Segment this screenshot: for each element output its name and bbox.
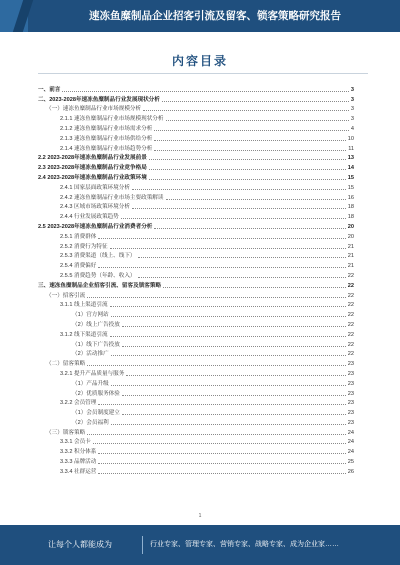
toc-entry-page: 23 [347,419,354,426]
toc-leader-dots [110,248,346,249]
toc-entry-page: 15 [347,174,354,181]
toc-entry[interactable] [38,260,354,270]
toc-entry-label: 3.1.1 线上渠道引流 [60,302,108,309]
toc-leader-dots [110,336,346,337]
toc-leader-dots [98,473,345,474]
toc-entry-page: 23 [347,400,354,407]
toc-entry-page: 3 [350,96,354,103]
toc-entry[interactable] [38,153,354,163]
toc-leader-dots [98,404,345,405]
toc-entry-page: 22 [347,292,354,299]
toc-entry[interactable] [38,143,354,153]
toc-entry[interactable] [38,319,354,329]
toc-leader-dots [111,355,346,356]
toc-entry-page: 20 [347,233,354,240]
toc-leader-dots [98,463,345,464]
toc-entry-page: 3 [350,106,354,113]
toc-entry-page: 23 [347,380,354,387]
toc-entry-page: 24 [347,429,354,436]
toc-leader-dots [162,101,349,102]
toc-entry-label: （1）会员制度建立 [72,410,120,417]
toc-leader-dots [111,316,346,317]
toc-entry[interactable] [38,162,354,172]
toc-leader-dots [149,159,346,160]
toc-heading: 内容目录 [171,54,228,68]
toc-entry[interactable] [38,231,354,241]
toc-entry-label: 一、前言 [38,86,61,93]
toc-entry[interactable] [38,211,354,221]
toc-entry-page: 21 [347,243,354,250]
toc-entry[interactable] [38,241,354,251]
toc-entry-page: 24 [347,449,354,456]
toc-entry-label: 2.1.4 速冻鱼糜制品行业市场趋势分析 [60,145,153,152]
toc-leader-dots [163,287,346,288]
table-of-contents [38,84,354,476]
toc-entry-label: 2.1.1 速冻鱼糜制品行业市场规模现状分析 [60,116,164,123]
toc-entry-label: 3.3.1 会员卡 [60,439,91,446]
toc-entry-label: 2.5.2 消费行为特征 [60,243,108,250]
toc-entry[interactable] [38,133,354,143]
toc-entry[interactable] [38,104,354,114]
toc-entry-label: （一）速冻鱼糜制品行业市场规模分析 [46,106,142,113]
toc-entry-label: 2.5.1 消费群体 [60,233,97,240]
toc-entry-page: 11 [348,145,354,152]
toc-leader-dots [149,179,346,180]
toc-leader-dots [154,150,346,151]
toc-entry[interactable] [38,192,354,202]
toc-entry-label: 2.5.3 消费渠道（线上、线下） [60,253,136,260]
toc-entry[interactable] [38,280,354,290]
toc-leader-dots [110,306,346,307]
toc-entry-label: 3.3.4 社群运营 [60,468,97,475]
toc-leader-dots [93,443,346,444]
toc-entry-page: 22 [347,341,354,348]
toc-entry-page: 22 [347,282,354,289]
toc-entry-page: 20 [347,223,354,230]
toc-leader-dots [98,238,345,239]
toc-leader-dots [132,189,346,190]
toc-entry-page: 18 [347,204,354,211]
toc-entry[interactable] [38,221,354,231]
toc-entry-page: 22 [347,331,354,338]
toc-entry[interactable] [38,456,354,466]
toc-leader-dots [122,414,346,415]
page-number: 1 [198,513,202,519]
toc-entry-page: 23 [347,361,354,368]
toc-entry-page: 22 [347,272,354,279]
toc-entry-page: 13 [347,155,354,162]
toc-leader-dots [122,326,346,327]
report-title: 速冻鱼糜制品企业招客引流及留客、锁客策略研究报告 [89,10,341,22]
toc-entry-label: （一）招客引流 [46,292,86,299]
toc-entry[interactable] [38,466,354,476]
toc-entry-page: 16 [347,194,354,201]
toc-entry-page: 14 [347,165,354,172]
toc-entry[interactable] [38,123,354,133]
toc-entry-page: 4 [350,125,354,132]
toc-leader-dots [166,199,346,200]
toc-entry[interactable] [38,202,354,212]
toc-leader-dots [138,257,346,258]
toc-entry-label: （1）官方网站 [72,312,109,319]
toc-entry[interactable] [38,270,354,280]
toc-entry[interactable] [38,113,354,123]
toc-entry-label: （2）会员福利 [72,419,109,426]
toc-leader-dots [154,140,345,141]
toc-leader-dots [166,120,349,121]
toc-entry-page: 24 [347,439,354,446]
toc-entry-label: 2.4.3 区域市场政策环境分析 [60,204,130,211]
toc-entry-page: 18 [347,214,354,221]
toc-entry-label: 2.4.1 国家层面政策环境分析 [60,184,130,191]
toc-entry[interactable] [38,437,354,447]
toc-entry[interactable] [38,182,354,192]
toc-entry[interactable] [38,388,354,398]
toc-leader-dots [143,110,349,111]
toc-leader-dots [122,395,346,396]
toc-entry[interactable] [38,290,354,300]
toc-entry[interactable] [38,339,354,349]
toc-entry-label: 2.5 2023-2028年速冻鱼糜制品行业消费者分析 [38,223,153,230]
toc-entry-page: 3 [350,86,354,93]
toc-entry-page: 23 [347,410,354,417]
toc-entry-label: 2.1.2 速冻鱼糜制品行业市场需求分析 [60,125,153,132]
toc-entry-page: 25 [347,459,354,466]
report-header [0,0,400,32]
toc-entry-page: 22 [347,312,354,319]
toc-entry-label: 2.1.3 速冻鱼糜制品行业市场供给分析 [60,135,153,142]
toc-entry-label: 3.3.2 积分体系 [60,449,97,456]
footer-divider [142,536,143,554]
toc-leader-dots [87,434,346,435]
toc-leader-dots [154,228,345,229]
toc-leader-dots [98,267,345,268]
toc-entry[interactable] [38,407,354,417]
toc-leader-dots [122,346,346,347]
toc-entry-page: 22 [347,321,354,328]
toc-leader-dots [87,365,346,366]
report-footer [0,525,400,565]
toc-entry[interactable] [38,417,354,427]
toc-entry-page: 21 [347,263,354,270]
toc-entry-label: （1）线下广告投放 [72,341,120,348]
toc-entry-label: 2.2 2023-2028年速冻鱼糜制品行业发展前景 [38,155,147,162]
toc-entry[interactable] [38,94,354,104]
toc-leader-dots [62,91,348,92]
toc-entry-page: 23 [347,370,354,377]
toc-entry-label: 3.3.3 品牌活动 [60,459,97,466]
toc-entry-label: 3.2.2 会员管理 [60,400,97,407]
toc-entry-page: 22 [347,302,354,309]
toc-leader-dots [149,169,346,170]
toc-entry-label: （2）活动推广 [72,351,109,358]
toc-entry-label: （二）留客策略 [46,361,86,368]
toc-leader-dots [111,424,346,425]
toc-entry-page: 15 [347,184,354,191]
toc-entry-page: 26 [347,468,354,475]
toc-entry-page: 3 [350,116,354,123]
toc-entry-label: 3.2.1 提升产品质量与服务 [60,370,125,377]
footer-slogan: 让每个人都能成为 [48,540,112,549]
toc-entry-label: 2.5.5 消费趋势（年龄、收入） [60,272,136,279]
toc-entry[interactable] [38,349,354,359]
toc-entry[interactable] [38,378,354,388]
toc-divider [38,73,368,74]
toc-entry-label: （三）锁客策略 [46,429,86,436]
toc-entry[interactable] [38,84,354,94]
toc-entry[interactable] [38,251,354,261]
toc-entry[interactable] [38,446,354,456]
toc-entry-label: 2.4.2 速冻鱼糜制品行业市场主要政策解读 [60,194,164,201]
toc-leader-dots [132,208,346,209]
toc-leader-dots [111,385,346,386]
toc-entry[interactable] [38,368,354,378]
toc-entry[interactable] [38,329,354,339]
toc-entry-label: （1）产品升级 [72,380,109,387]
toc-entry-page: 23 [347,390,354,397]
toc-entry[interactable] [38,358,354,368]
toc-entry-label: 2.3 2023-2028年速冻鱼糜制品行业竞争格局 [38,165,147,172]
toc-leader-dots [98,453,345,454]
toc-entry-label: （2）线上广告投放 [72,321,120,328]
toc-entry[interactable] [38,300,354,310]
toc-entry[interactable] [38,427,354,437]
toc-entry-page: 22 [347,351,354,358]
toc-entry-label: 二、2023-2028年速冻鱼糜制品行业发展现状分析 [38,96,160,103]
toc-entry[interactable] [38,172,354,182]
toc-leader-dots [121,218,346,219]
toc-entry[interactable] [38,309,354,319]
toc-entry-label: （2）优质服务体验 [72,390,120,397]
toc-leader-dots [87,297,346,298]
footer-tagline: 行业专家、管理专家、营销专家、战略专家、成为企业家…… [150,541,339,548]
toc-entry-label: 三、速冻鱼糜制品企业招客引流、留客及锁客策略 [38,282,162,289]
toc-entry-label: 3.1.2 线下渠道引流 [60,331,108,338]
toc-leader-dots [138,277,346,278]
toc-entry-page: 21 [347,253,354,260]
toc-leader-dots [154,130,349,131]
toc-entry-label: 2.4.4 行业发展政策趋势 [60,214,119,221]
toc-entry-label: 2.4 2023-2028年速冻鱼糜制品行业政策环境 [38,174,147,181]
toc-entry-page: 10 [347,135,354,142]
toc-entry-label: 2.5.4 消费偏好 [60,263,97,270]
toc-leader-dots [126,375,345,376]
toc-entry[interactable] [38,398,354,408]
